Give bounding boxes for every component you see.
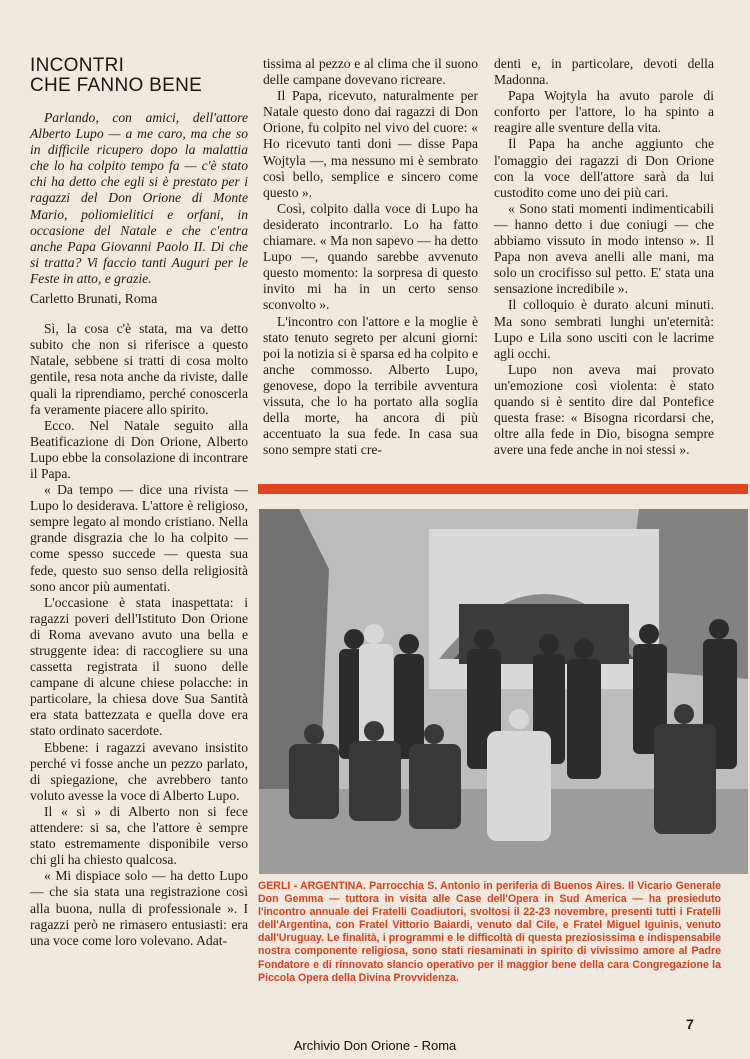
reader-letter: Parlando, con amici, dell'attore Alberto Lupo — a me caro, ma che so in difficile ricupero dopo la malattia che lo ha colpito tempo fa — c'è stato chi ha detto che egli si è prestato per i ragazzi del Don Orione di Monte Mario, poliomielitici e orfani, in occasione del Natale e che c'entra anche Papa Giovanni Paolo II. Di che si tratta? Vi faccio tanti Auguri per le Feste in atto, e grazie. [30,110,248,286]
paragraph: Il Papa, ricevuto, naturalmente per Natale questo dono dai ragazzi di Don Orione, fu colpito nel vivo del cuore: « Ho ricevuto tanti doni — disse Papa Wojtyla —, ma nessuno mi è sembrato così bello, semplice e sincero come questo ». [263,88,478,200]
archive-footer: Archivio Don Orione - Roma [293,1038,457,1053]
paragraph: tissima al pezzo e al clima che il suono delle campane dovevano ricreare. [263,56,478,88]
paragraph: Papa Wojtyla ha avuto parole di conforto per l'attore, lo ha spinto a reagire alle sventure della vita. [494,88,714,136]
paragraph: L'occasione è stata inaspettata: i ragazzi poveri dell'Istituto Don Orione di Roma avevano avuto una bella e struggente idea: di raccogliere su una cassetta registrata il suono delle campane di alcune chiese polacche: in particolare, la chiesa dove Sua Santità era stata battezzata e quella dove era stato ordinato sacerdote. [30,594,248,739]
paragraph: Ecco. Nel Natale seguito alla Beatificazione di Don Orione, Alberto Lupo ebbe la consolazione di incontrare il Papa. [30,417,248,481]
paragraph: Sì, la cosa c'è stata, ma va detto subito che non si riferisce a questo Natale, sebbene si tratti di cosa molto gentile, resa nota anche da riviste, dalle quali la riprendiamo, perché conoscerla fa veramente piacere allo spirito. [30,321,248,417]
column-1 [30,52,248,949]
paragraph: Il « sì » di Alberto non si fece attendere: si sa, che l'attore è sempre stato estremamente disponibile verso chi gli ha chiesto qualcosa. [30,803,248,868]
group-photo [259,509,748,874]
paragraph: Il colloquio è durato alcuni minuti. Ma sono sembrati lunghi un'eternità: Lupo e Lila sono usciti con le lacrime agli occhi. [494,297,714,361]
headline: INCONTRI CHE FANNO BENE [30,55,203,96]
paragraph: denti e, in particolare, devoti della Madonna. [494,56,714,88]
column-2 [263,56,478,458]
paragraph: « Mi dispiace solo — ha detto Lupo — che sia stata una registrazione così alla buona, nulla di professionale ». I ragazzi però ne rimasero entusiasti: era una voce come loro volevano. Adat- [30,868,248,948]
photo-caption: GERLI - ARGENTINA. Parrocchia S. Antonio in periferia di Buenos Aires. Il Vicario Generale Don Gemma — tuttora in visita alle Case dell'Opera in Sud America — ha presieduto l'incontro annuale dei Fratelli Coadiutori, svoltosi il 22-23 novembre, presenti tutti i Fratelli dell'Argentina, con Fratel Vittorio Baiardi, venuto dal Cile, e Fratel Miguel Iguinis, venuto dall'Uruguay. Le finalità, i programmi e le difficoltà di questa preziosissima e indispensabile nostra componente religiosa, sono stati riesaminati in spirito di vivissimo amore al Padre Fondatore e di rinnovato slancio operativo per il maggior bene della cara Congregazione la Piccola Opera della Divina Provvidenza. [258,880,721,984]
page-number: 7 [686,1016,694,1032]
paragraph: « Da tempo — dice una rivista — Lupo lo desiderava. L'attore è religioso, sempre legato al mondo cristiano. Nella grande disgrazia che lo ha colpito — come spesso succede — questa sua fede, questo suo senso della religiosità sono ancor più aumentati. [30,482,248,594]
accent-rule [258,484,748,494]
paragraph: Ebbene: i ragazzi avevano insistito perché vi fosse anche un pezzo parlato, di spiegazione, che avrebbero tanto voluto avesse la voce di Alberto Lupo. [30,739,248,803]
group-photo-drawing [259,509,748,874]
letter-signature: Carletto Brunati, Roma [30,291,158,307]
paragraph: Lupo non aveva mai provato un'emozione così violenta: è stato quando si è sentito dire dal Pontefice questa frase: « Bisogna ricordarsi che, oltre alla fede in Dio, bisogna sempre avere una fede anche in noi stessi ». [494,361,714,458]
paragraph: L'incontro con l'attore e la moglie è stato tenuto segreto per alcuni giorni: poi la notizia si è sparsa ed ha colpito e anche commosso. Alberto Lupo, genovese, dopo la terribile avventura vissuta, che lo ha portato alla soglia della morte, ha ancora di più accentuato la sua fede. In casa sua sono sempre stati cre- [263,313,478,458]
paragraph: « Sono stati momenti indimenticabili — hanno detto i due coniugi — che abbiamo vissuto in modo intenso ». Il Papa non aveva anelli alle mani, ma solo un crocifisso sul petto. E' stata una sensazione incredibile ». [494,200,714,297]
column-3 [494,56,714,458]
paragraph: Il Papa ha anche aggiunto che l'omaggio dei ragazzi di Don Orione con la voce dell'attore sarà da lui custodito come uno dei più cari. [494,136,714,200]
paragraph: Così, colpito dalla voce di Lupo ha desiderato incontrarlo. Lo ha fatto chiamare. « Ma non sapevo — ha detto Lupo —, quando sarebbe avvenuto questo momento: la sorpresa di questo invito mi ha in un certo senso sconvolto ». [263,200,478,313]
